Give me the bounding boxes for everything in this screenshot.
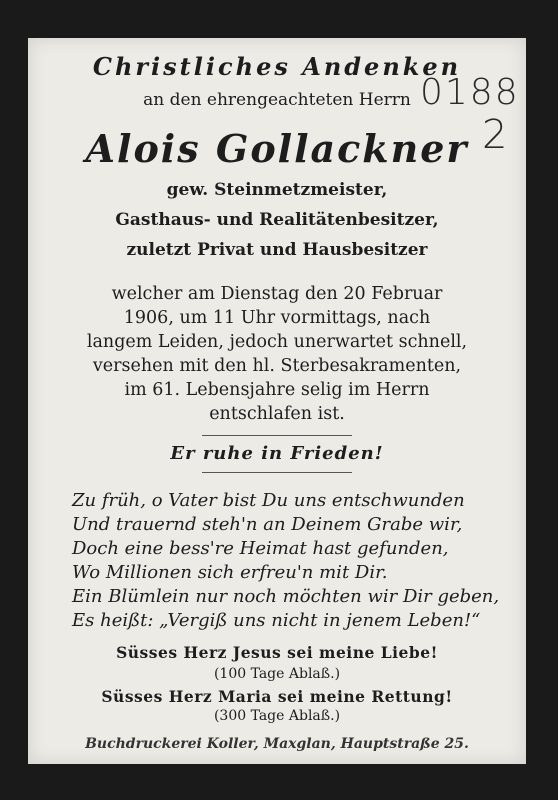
body-line-5: im 61. Lebensjahre selig im Herrn (124, 380, 430, 400)
body-line-3: langem Leiden, jedoch unerwartet schnell, (86, 332, 468, 352)
indulgence-maria: (300 Tage Ablaß.) (213, 708, 341, 724)
poem-line-5: Ein Blümlein nur noch möchten wir Dir geben, (72, 586, 500, 607)
poem-line-3: Doch eine bess're Heimat hast gefunden, (72, 538, 449, 559)
prayer-jesus: Süsses Herz Jesus sei meine Liebe! (116, 643, 438, 662)
poem-line-4: Wo Millionen sich erfreu'n mit Dir. (72, 562, 388, 583)
card-paper (28, 38, 526, 764)
indulgence-jesus: (100 Tage Ablaß.) (213, 666, 341, 682)
poem-line-6: Es heißt: „Vergiß uns nicht in jenem Leben!“ (72, 610, 481, 631)
body-line-2: 1906, um 11 Uhr vormittags, nach (123, 308, 431, 328)
handwritten-number: 0188 (420, 72, 520, 113)
body-line-6: entschlafen ist. (209, 404, 345, 424)
divider-top (202, 435, 352, 436)
occupation-line-1: gew. Steinmetzmeister, (166, 180, 388, 200)
handwritten-sub-number: 2 (482, 112, 508, 158)
poem-line-2: Und trauernd steh'n an Deinem Grabe wir, (72, 514, 463, 535)
poem-line-1: Zu früh, o Vater bist Du uns entschwunden (72, 490, 465, 511)
printer-imprint: Buchdruckerei Koller, Maxglan, Hauptstraße 25. (85, 736, 469, 752)
prayer-maria: Süsses Herz Maria sei meine Rettung! (101, 687, 453, 706)
occupation-line-3: zuletzt Privat und Hausbesitzer (126, 240, 428, 260)
rest-in-peace: Er ruhe in Frieden! (170, 443, 384, 464)
card-subtitle: an den ehrengeachteten Herrn (143, 90, 411, 110)
deceased-name: Alois Gollackner (85, 126, 469, 171)
card-title: Christliches Andenken (92, 52, 462, 81)
divider-bottom (202, 472, 352, 473)
body-line-1: welcher am Dienstag den 20 Februar (111, 284, 443, 304)
occupation-line-2: Gasthaus- und Realitätenbesitzer, (115, 210, 439, 230)
body-line-4: versehen mit den hl. Sterbesakramenten, (92, 356, 462, 376)
